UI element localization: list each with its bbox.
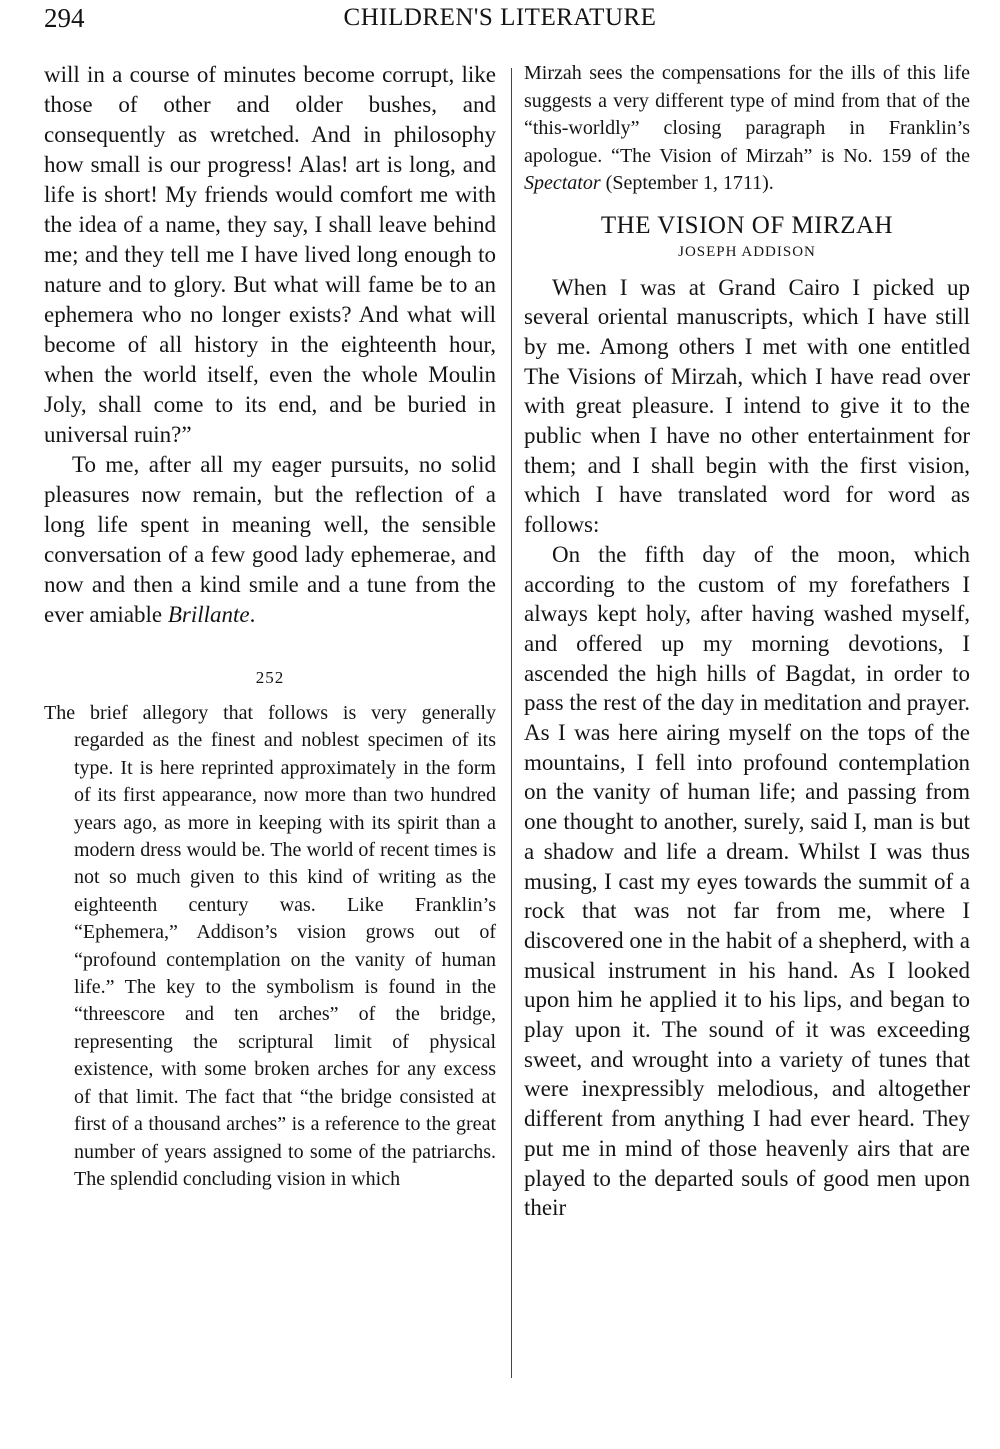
section-number: 252: [255, 668, 285, 687]
note-end: (September 1, 1711).: [600, 172, 774, 194]
left-paragraph-2-italic: Brillante: [167, 602, 250, 627]
left-body-text: [44, 60, 496, 630]
introductory-note-continued: [524, 60, 970, 198]
left-paragraph-2-end: .: [249, 602, 256, 627]
left-column: [44, 60, 496, 1193]
left-paragraph-2-text: To me, after all my eager pursuits, no solid pleasures now remain, but the reflection of a long life spent in meaning well, the sensible conversation of a few good lady ephemerae, and now and then a kind smile and a tune from the ever amiable: [44, 452, 496, 627]
running-title: CHILDREN'S LITERATURE: [343, 4, 657, 31]
column-divider: [511, 68, 512, 1378]
story-title: THE VISION OF MIRZAH: [600, 211, 894, 239]
introductory-note: The brief allegory that follows is very generally regarded as the finest and noblest specimen of its type. It is here reprinted approximately in the form of its first appearance, now more than two hundred years ago, as more in keeping with its spirit than a modern dress would be. The world of recent times is not so much given to this kind of writing as the eighteenth century was. Like Franklin’s “Ephemera,” Addison’s vision grows out of “profound contemplation on the vanity of human life.” The key to the symbolism is found in the “threescore and ten arches” of the bridge, representing the scriptural limit of physical existence, with some broken arches for any excess of that limit. The fact that “the bridge consisted at first of a thousand arches” is a reference to the great number of years assigned to some of the patriarchs. The splendid concluding vision in which: [44, 702, 496, 1190]
left-paragraph-1: will in a course of minutes become corrupt, like those of other and older bushes, and consequently as wretched. And in philosophy how small is our progress! Alas! art is long, and life is short! My friends would comfort me with the idea of a name, they say, I shall leave behind me; and they tell me I have lived long enough to nature and to glory. But what will fame be to an ephemera who no longer exists? And what will become of all history in the eighteenth hour, when the world itself, even the whole Moulin Joly, shall come to its end, and be buried in universal ruin?”: [44, 62, 496, 447]
note-italic: Spectator: [524, 172, 601, 194]
left-paragraph-2: [44, 450, 496, 630]
right-paragraph-1: When I was at Grand Cairo I picked up several oriental manuscripts, which I have still by me. Among others I met with one entitled The Visions of Mirzah, which I have read over with great pleasure. I intend to give it to the public when I have no other entertainment for them; and I shall begin with the first vision, which I have translated word for word as follows:: [524, 274, 970, 538]
right-column: [524, 60, 970, 1223]
story-author: JOSEPH ADDISON: [678, 243, 816, 260]
page-number: 294: [44, 3, 85, 33]
right-body-text: [524, 273, 970, 1224]
right-paragraph-2: On the fifth day of the moon, which according to the custom of my forefathers I always kept holy, after having washed myself, and offered up my morning devotions, I ascended the high hills of Bagdat, in order to pass the rest of the day in meditation and prayer. As I was here airing myself on the tops of the mountains, I fell into profound contemplation on the vanity of human life; and passing from one thought to another, surely, said I, man is but a shadow and life a dream. Whilst I was thus musing, I cast my eyes towards the summit of a rock that was not far from me, where I discovered one in the habit of a shepherd, with a musical instrument in his hand. As I looked upon him he applied it to his lips, and began to play upon it. The sound of it was exceeding sweet, and wrought into a variety of tunes that were inexpressibly melodious, and altogether different from anything I had ever heard. They put me in mind of those heavenly airs that are played to the departed souls of good men upon their: [524, 541, 970, 1221]
note-continued-text: Mirzah sees the compensations for the ills of this life suggests a very different type of mind from that of the “this-worldly” closing paragraph in Franklin’s apologue. “The Vision of Mirzah” is No. 159 of the: [524, 62, 970, 167]
page-header: [0, 0, 1000, 40]
